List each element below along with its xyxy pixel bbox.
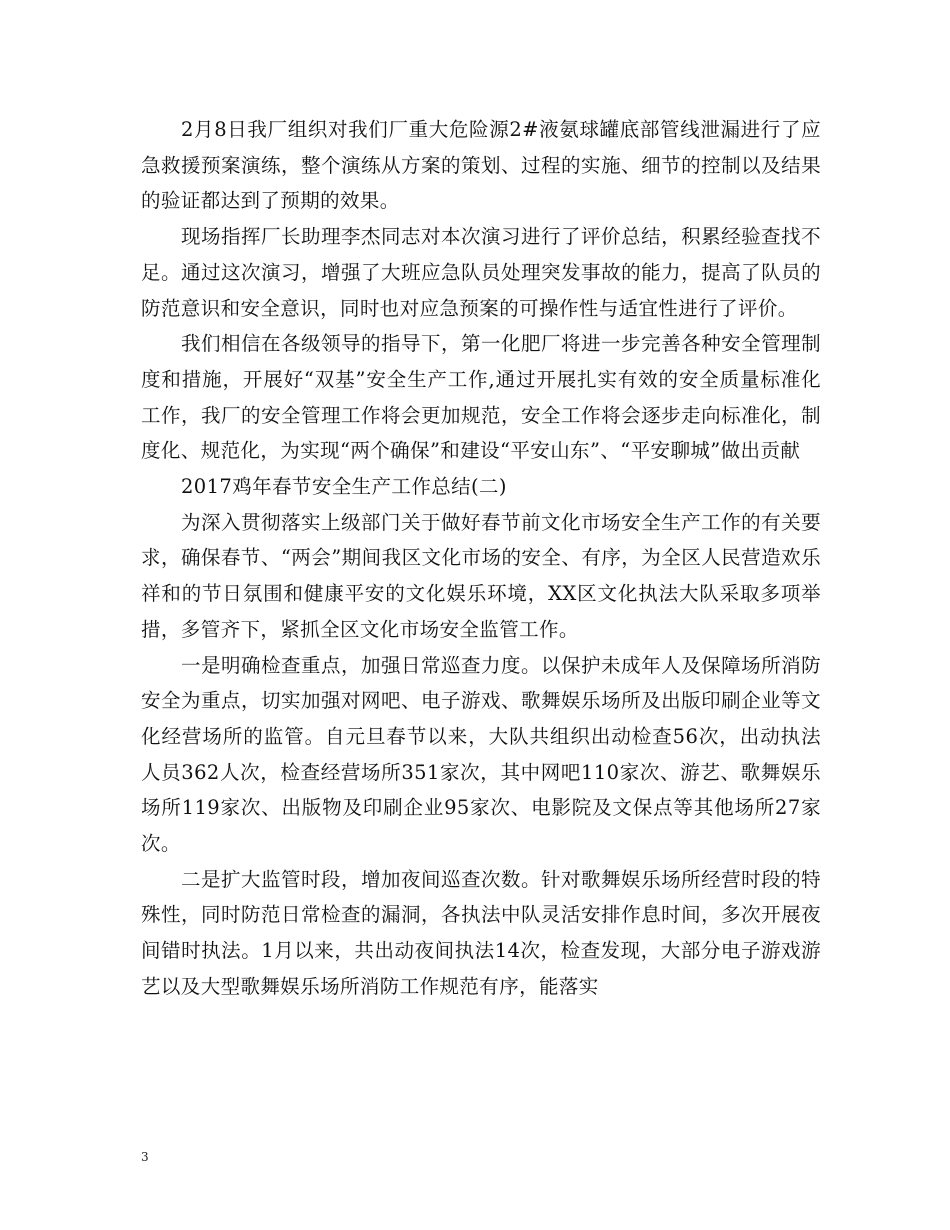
paragraph-evaluation: 现场指挥厂长助理李杰同志对本次演习进行了评价总结，积累经验查找不足。通过这次演习，增强了大班应急队员处理突发事故的能力，提高了队员的防范意识和安全意识，同时也对应急预案的可操作性与适宜性进行了评价。 <box>141 225 821 320</box>
paragraph-outlook: 我们相信在各级领导的指导下，第一化肥厂将进一步完善各种安全管理制度和措施，开展好“双基”安全生产工作,通过开展扎实有效的安全质量标准化工作，我厂的安全管理工作将会更加规范，安全工作将会逐步走向标准化，制度化、规范化，为实现“两个确保”和建设“平安山东”、“平安聊城”做出贡献 <box>141 332 821 463</box>
paragraph-intro: 为深入贯彻落实上级部门关于做好春节前文化市场安全生产工作的有关要求，确保春节、“两会”期间我区文化市场的安全、有序，为全区人民营造欢乐祥和的节日氛围和健康平安的文化娱乐环境，XX区文化执法大队采取多项举措，多管齐下，紧抓全区文化市场安全监管工作。 <box>141 510 821 641</box>
paragraph-point-two: 二是扩大监管时段，增加夜间巡查次数。针对歌舞娱乐场所经营时段的特殊性，同时防范日常检查的漏洞，各执法中队灵活安排作息时间，多次开展夜间错时执法。1月以来，共出动夜间执法14次，检查发现，大部分电子游戏游艺以及大型歌舞娱乐场所消防工作规范有序，能落实 <box>141 867 821 998</box>
page-number: 3 <box>141 1150 149 1164</box>
paragraph-drill-summary: 2月8日我厂组织对我们厂重大危险源2#液氨球罐底部管线泄漏进行了应急救援预案演练，整个演练从方案的策划、过程的实施、细节的控制以及结果的验证都达到了预期的效果。 <box>141 118 821 213</box>
document-body <box>141 112 821 1005</box>
paragraph-point-one: 一是明确检查重点，加强日常巡查力度。以保护未成年人及保障场所消防安全为重点，切实加强对网吧、电子游戏、歌舞娱乐场所及出版印刷企业等文化经营场所的监管。自元旦春节以来，大队共组织出动检查56次，出动执法人员362人次，检查经营场所351家次，其中网吧110家次、游艺、歌舞娱乐场所119家次、出版物及印刷企业95家次、电影院及文保点等其他场所27家次。 <box>141 653 821 856</box>
section-heading: 2017鸡年春节安全生产工作总结(二) <box>181 475 507 499</box>
